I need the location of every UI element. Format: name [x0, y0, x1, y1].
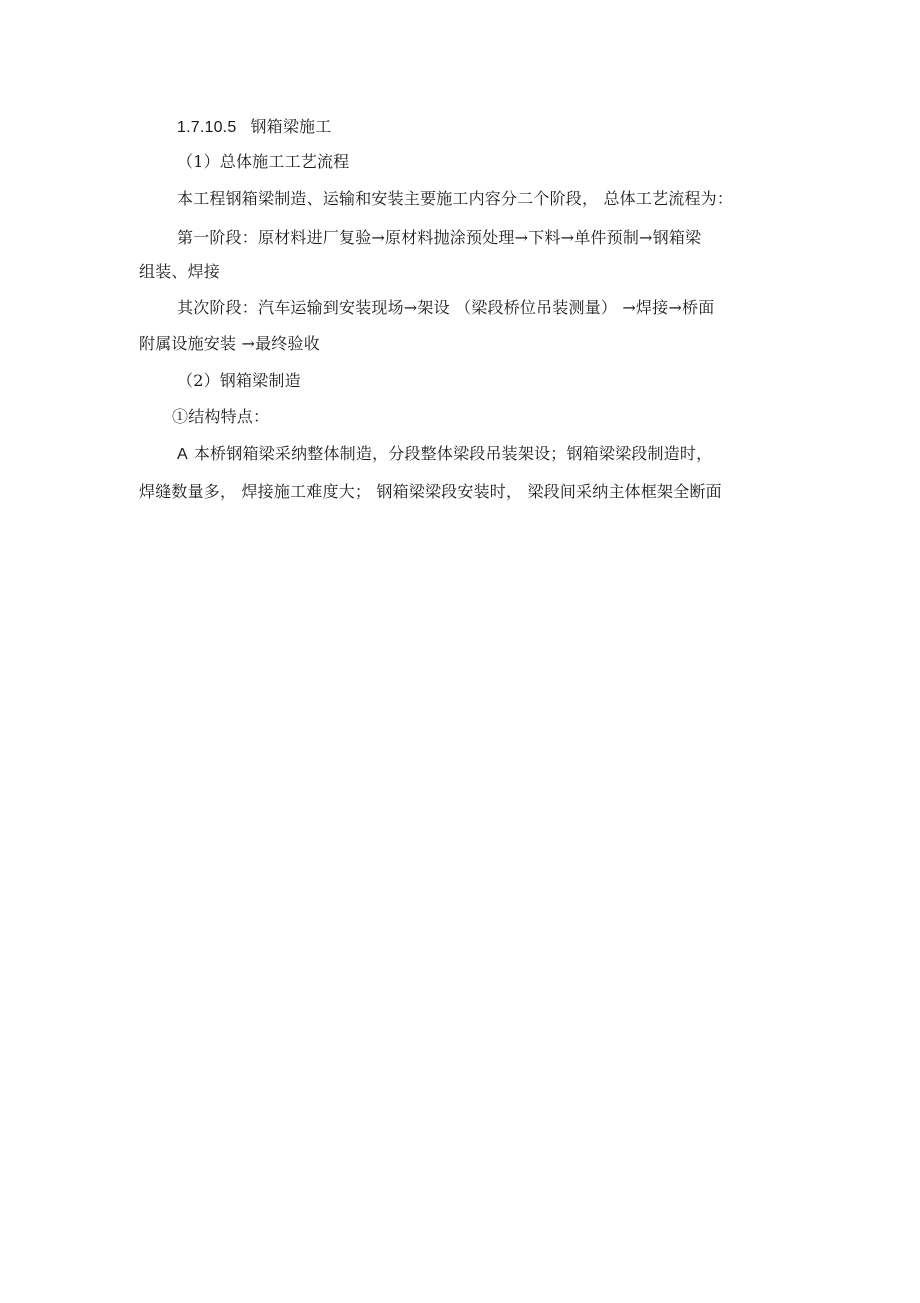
paragraph-a-line-1: [177, 443, 712, 466]
paragraph-a-line-2: 焊缝数量多， 焊接施工难度大； 钢箱梁梁段安装时， 梁段间采纳主体框架全断面: [139, 482, 722, 501]
subsection-1-title: 总体施工工艺流程: [219, 152, 350, 171]
intro-paragraph: 本工程钢箱梁制造、运输和安装主要施工内容分二个阶段， 总体工艺流程为：: [177, 189, 734, 208]
stage-2-line-2: 附属设施安装 →最终验收: [139, 334, 320, 353]
section-number: 1.7.10.5: [177, 119, 237, 136]
section-title: 钢箱梁施工: [250, 117, 332, 136]
subsection-2-heading: [177, 370, 301, 392]
subsection-1-heading: [177, 151, 349, 173]
section-heading: [177, 116, 331, 139]
subsection-2-title: 钢箱梁制造: [219, 371, 301, 390]
paragraph-a-label: A: [177, 446, 188, 463]
subsection-1-marker: （1）: [177, 152, 220, 171]
paragraph-a-text-1: 本桥钢箱梁采纳整体制造，分段整体梁段吊装架设；钢箱梁梁段制造时，: [193, 444, 713, 463]
stage-1-line-1: 第一阶段：原材料进厂复验→原材料抛涂预处理→下料→单件预制→钢箱梁: [177, 228, 702, 247]
subsection-2-marker: （2）: [177, 371, 220, 390]
stage-2-line-1: 其次阶段：汽车运输到安装现场→架设 （梁段桥位吊装测量） →焊接→桥面: [177, 298, 715, 317]
structure-features-heading: ①结构特点：: [172, 407, 270, 426]
stage-1-line-2: 组装、焊接: [139, 262, 221, 281]
